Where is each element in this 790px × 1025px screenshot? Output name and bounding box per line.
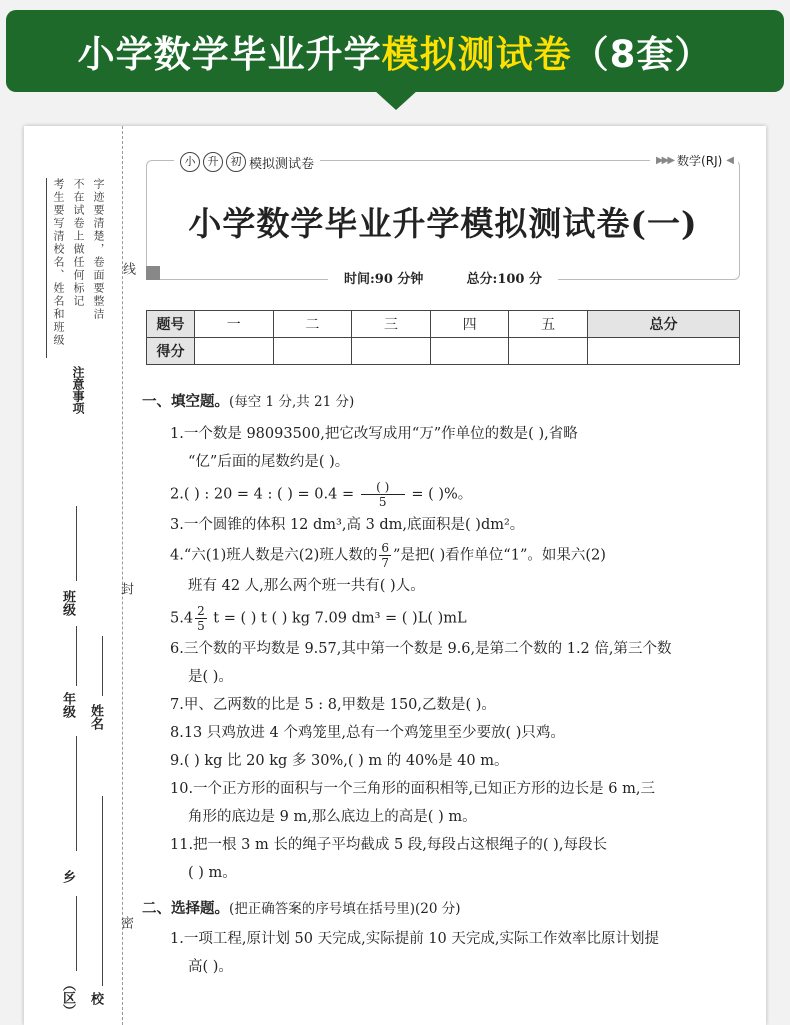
field-township: 乡 <box>60 870 75 883</box>
subject-text: 数学(RJ) <box>677 154 723 168</box>
fraction-denominator: 5 <box>197 619 205 633</box>
grade-underline <box>76 626 77 686</box>
exam-paper <box>24 126 766 1025</box>
notice-label: 注意事项 <box>71 366 85 414</box>
rule-3: 字迹要清楚，卷面要整洁 <box>92 178 105 321</box>
fraction <box>379 541 391 570</box>
binding-dashed-line <box>122 126 123 1025</box>
question-5-text: 5.4 <box>170 610 194 627</box>
question-4c: 班有 42 人,那么两个班一共有( )人。 <box>188 578 425 594</box>
table-row <box>147 338 740 365</box>
district-underline <box>76 896 77 971</box>
seal-word-seal: 封 <box>118 582 133 595</box>
question-1a: 1.一个数是 98093500,把它改写成用“万”作单位的数是( ),省略 <box>170 426 578 442</box>
col-5: 五 <box>509 311 588 338</box>
row-label-question: 题号 <box>147 311 195 338</box>
col-1: 一 <box>195 311 274 338</box>
class-underline <box>76 506 77 581</box>
question-6a: 6.三个数的平均数是 9.57,其中第一个数是 9.6,是第二个数的 1.2 倍,第三个数 <box>170 641 672 657</box>
score-cell[interactable] <box>352 338 431 365</box>
field-district: （区） <box>60 978 75 1017</box>
col-total: 总分 <box>587 311 739 338</box>
fraction <box>361 480 405 509</box>
question-2 <box>142 480 752 509</box>
banner-pointer <box>374 90 418 110</box>
col-3: 三 <box>352 311 431 338</box>
seal-word-line: 线 <box>120 262 135 275</box>
exam-content <box>142 382 752 981</box>
question-9: 9.( ) kg 比 20 kg 多 30%,( ) m 的 40%是 40 m。 <box>170 753 509 769</box>
choice-question-1a: 1.一项工程,原计划 50 天完成,实际提前 10 天完成,实际工作效率比原计划提 <box>170 931 659 947</box>
field-name: 姓名 <box>88 704 103 730</box>
banner-title-suffix: （8套） <box>571 33 713 76</box>
section-title: 一、填空题。 <box>142 393 229 410</box>
field-school: 校 <box>88 992 103 1005</box>
name-underline <box>102 636 103 696</box>
question-8: 8.13 只鸡放进 4 个鸡笼里,总有一个鸡笼里至少要放( )只鸡。 <box>170 725 565 741</box>
exam-total-score: 总分:100 分 <box>459 272 550 287</box>
fraction <box>195 604 207 633</box>
series-text: 模拟测试卷 <box>249 156 315 172</box>
subject-label <box>650 152 738 169</box>
section-note: (每空 1 分,共 21 分) <box>229 394 355 410</box>
rule-2: 不在试卷上做任何标记 <box>72 178 85 308</box>
question-11b: ( ) m。 <box>188 865 237 881</box>
arrows-icon: ▶▶▶ <box>655 155 674 166</box>
township-underline <box>76 736 77 851</box>
rule-1: 考生要写清校名、姓名和班级 <box>52 178 65 347</box>
question-5 <box>142 604 752 633</box>
score-cell[interactable] <box>509 338 588 365</box>
score-table <box>146 310 740 365</box>
col-2: 二 <box>273 311 352 338</box>
col-4: 四 <box>430 311 509 338</box>
row-label-score: 得分 <box>147 338 195 365</box>
question-6b: 是( )。 <box>188 669 233 685</box>
circle-char-1: 小 <box>180 152 200 172</box>
fraction-denominator: 7 <box>381 556 389 570</box>
field-grade: 年级 <box>60 692 75 718</box>
question-10b: 角形的底边是 9 m,那么底边上的高是( ) m。 <box>188 809 477 825</box>
banner-title-highlight: 模拟测试卷 <box>381 33 572 76</box>
school-underline <box>102 796 103 986</box>
arrow-left-icon: ◀ <box>726 155 732 166</box>
score-cell[interactable] <box>195 338 274 365</box>
question-5-text-end: t = ( ) t ( ) kg 7.09 dm³ = ( )L( )mL <box>208 610 467 627</box>
banner <box>6 10 784 92</box>
score-cell-total[interactable] <box>587 338 739 365</box>
question-4-text: 4.“六(1)班人数是六(2)班人数的 <box>170 547 378 564</box>
circle-char-2: 升 <box>203 152 223 172</box>
question-3: 3.一个圆锥的体积 12 dm³,高 3 dm,底面积是( )dm²。 <box>170 517 525 533</box>
question-7: 7.甲、乙两数的比是 5 : 8,甲数是 150,乙数是( )。 <box>170 697 496 713</box>
seal-word-secret: 密 <box>118 916 133 929</box>
section-fill-blank-title <box>142 388 752 416</box>
question-2-text: 2.( ) : 20 = 4 : ( ) = 0.4 = <box>170 486 359 503</box>
field-class: 班级 <box>60 590 75 616</box>
series-label <box>174 152 320 172</box>
banner-title-main: 小学数学毕业升学 <box>77 33 382 76</box>
question-2-text-end: = ( )%。 <box>406 486 473 503</box>
section-note: (把正确答案的序号填在括号里)(20 分) <box>229 901 461 917</box>
question-11a: 11.把一根 3 m 长的绳子平均截成 5 段,每段占这根绳子的( ),每段长 <box>170 837 607 853</box>
exam-time: 时间:90 分钟 <box>336 272 431 287</box>
score-cell[interactable] <box>430 338 509 365</box>
question-10a: 10.一个正方形的面积与一个三角形的面积相等,已知正方形的边长是 6 m,三 <box>170 781 655 797</box>
rule-bracket <box>46 178 47 358</box>
fraction-denominator: 5 <box>378 495 387 509</box>
circle-char-3: 初 <box>226 152 246 172</box>
exam-meta <box>146 268 740 287</box>
fraction-numerator: 2 <box>197 604 205 618</box>
question-4-text-end: ”是把( )看作单位“1”。如果六(2) <box>392 547 606 564</box>
question-4 <box>142 541 752 570</box>
table-row <box>147 311 740 338</box>
exam-title: 小学数学毕业升学模拟测试卷(一) <box>188 204 698 243</box>
fraction-numerator: ( ) <box>361 480 405 495</box>
section-choice-title <box>142 895 752 923</box>
choice-question-1b: 高( )。 <box>188 959 233 975</box>
score-cell[interactable] <box>273 338 352 365</box>
question-1b: “亿”后面的尾数约是( )。 <box>188 454 350 470</box>
section-title: 二、选择题。 <box>142 900 229 917</box>
fraction-numerator: 6 <box>381 541 389 555</box>
